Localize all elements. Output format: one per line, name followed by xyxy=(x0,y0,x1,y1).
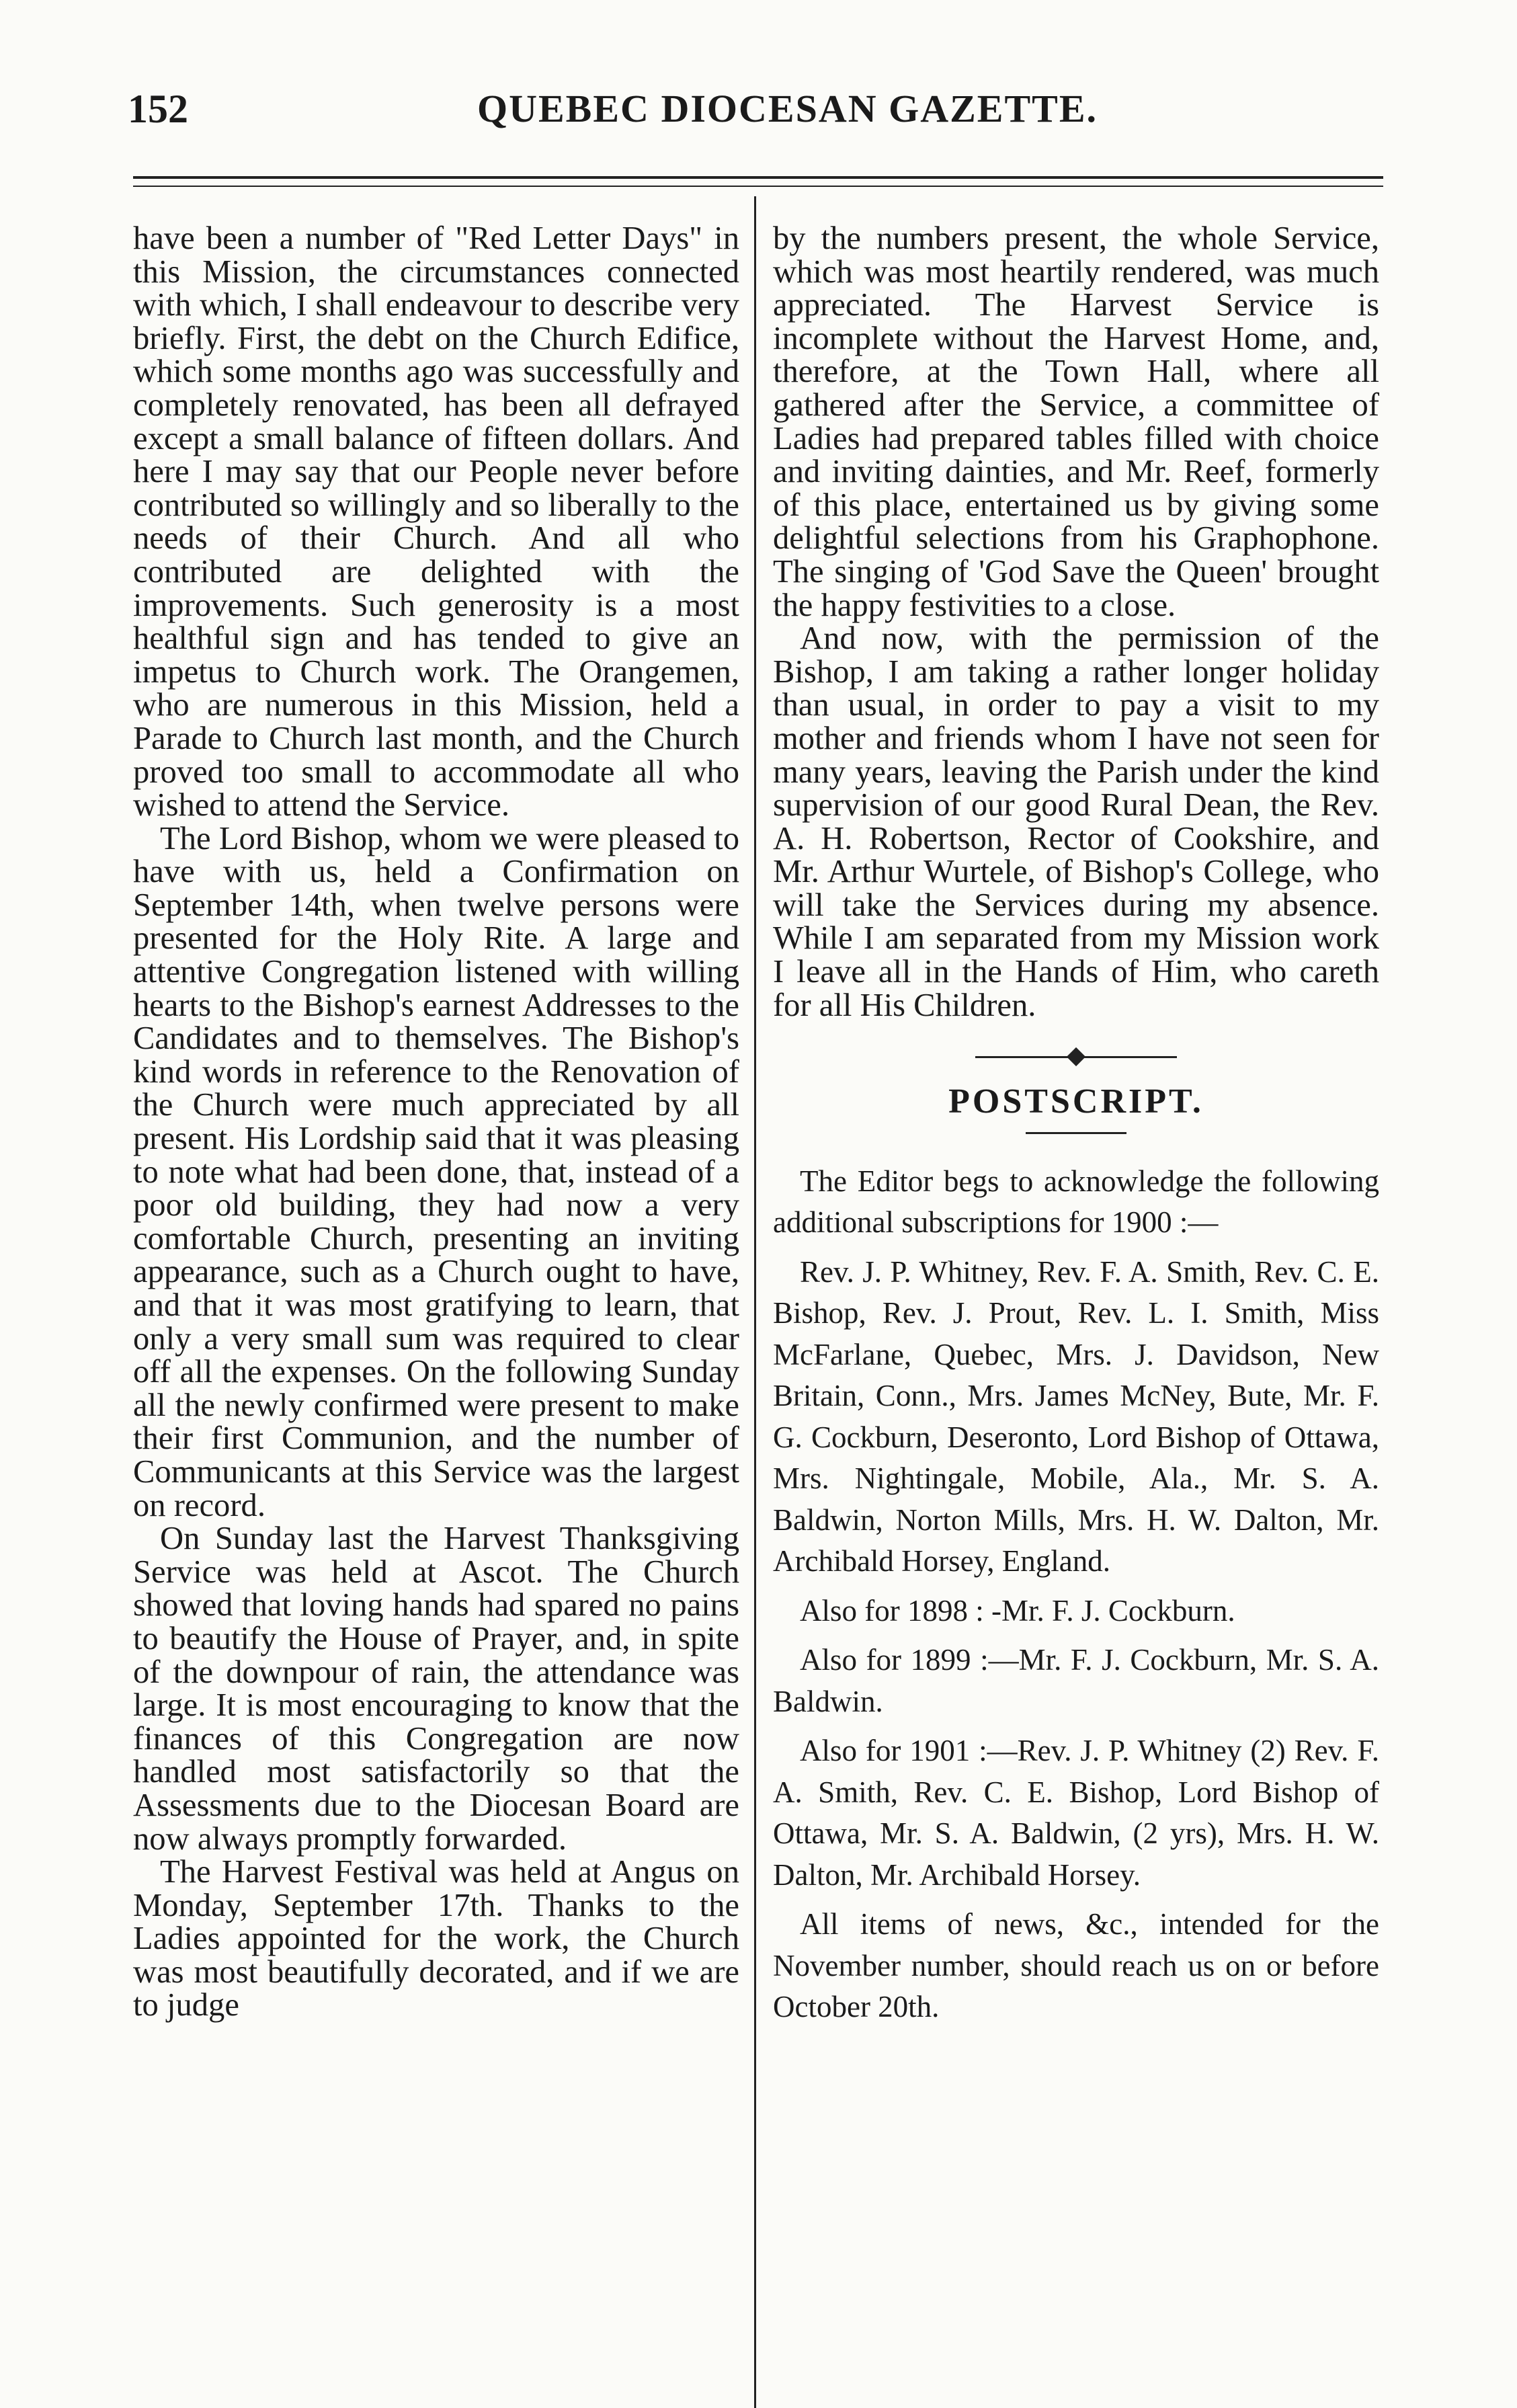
postscript-rule xyxy=(1026,1132,1126,1134)
right-column xyxy=(773,222,1379,2036)
left-paragraph: The Harvest Festival was held at Angus on Monday, September 17th. Thanks to the Ladies appointed for the work, the Church was most beautifully decorated, and if we are to judge xyxy=(133,1853,739,2023)
header-rule-top xyxy=(133,176,1383,179)
left-paragraph: The Lord Bishop, whom we were pleased to have with us, held a Confirmation on September 14th, when twelve persons were presented for the Holy Rite. A large and attentive Congregation listened with willing hearts to the Bishop's earnest Addresses to the Candidates and to themselves. The Bishop's kind words in reference to the Renovation of the Church were much appreciated by all present. His Lordship said that it was pleasing to note what had been done, that, instead of a poor old building, they had now a very comfortable Church, presenting an inviting appearance, such as a Church ought to have, and that it was most gratifying to learn, that only a very small sum was required to clear off all the expenses. On the following Sunday all the newly confirmed were present to make their first Communion, and the number of Communicants at this Service was the largest on record. xyxy=(133,819,739,1523)
postscript-paragraph: Rev. J. P. Whitney, Rev. F. A. Smith, Rev. C. E. Bishop, Rev. J. Prout, Rev. L. I. Smith, Miss McFarlane, Quebec, Mrs. J. Davidson, New Britain, Conn., Mrs. James McNey, Bute, Mr. F. G. Cockburn, Deseronto, Lord Bishop of Ottawa, Mrs. Nightingale, Mobile, Ala., Mr. S. A. Baldwin, Norton Mills, Mrs. H. W. Dalton, Mr. Archibald Horsey, England. xyxy=(773,1254,1379,1578)
right-paragraph: by the numbers present, the whole Service, which was most heartily rendered, was much appreciated. The Harvest Service is incomplete without the Harvest Home, and, therefore, at the Town Hall, where all gathered after the Service, a committee of Ladies had prepared tables filled with choice and inviting dainties, and Mr. Reef, formerly of this place, entertained us by giving some delightful selections from his Graphophone. The singing of 'God Save the Queen' brought the happy festivities to a close. xyxy=(773,220,1379,623)
postscript-heading: POSTSCRIPT. xyxy=(948,1082,1204,1121)
running-head: QUEBEC DIOCESAN GAZETTE. xyxy=(477,87,1098,130)
postscript-paragraph: Also for 1899 :—Mr. F. J. Cockburn, Mr. S. A. Baldwin. xyxy=(773,1643,1379,1718)
left-paragraph: have been a number of "Red Letter Days" in this Mission, the circumstances connected with which, I shall endeavour to describe very briefly. First, the debt on the Church Edifice, which some months ago was successfully and completely renovated, has been all defrayed except a small balance of fifteen dollars. And here I may say that our People never before contributed so willingly and so liberally to the needs of their Church. And all who contributed are delighted with the improvements. Such generosity is a most healthful sign and has tended to give an impetus to Church work. The Orangemen, who are numerous in this Mission, held a Parade to Church last month, and the Church proved too small to accommodate all who wished to attend the Service. xyxy=(133,220,739,824)
header-rule-bottom xyxy=(133,186,1383,187)
postscript-paragraph: Also for 1898 : -Mr. F. J. Cockburn. xyxy=(800,1593,1235,1628)
postscript-section xyxy=(773,1049,1379,2028)
diamond-ornament-icon xyxy=(1067,1047,1085,1066)
postscript-body xyxy=(773,1161,1379,2028)
column-divider xyxy=(754,196,756,2408)
ornament-divider xyxy=(975,1049,1177,1065)
postscript-paragraph: All items of news, &c., intended for the November number, should reach us on or before October 20th. xyxy=(773,1907,1379,2024)
right-paragraph: And now, with the permission of the Bishop, I am taking a rather longer holiday than usual, in order to pay a visit to my mother and friends whom I have not seen for many years, leaving the Parish under the kind supervision of our good Rural Dean, the Rev. A. H. Robertson, Rector of Cookshire, and Mr. Arthur Wurtele, of Bishop's College, who will take the Services during my absence. While I am separated from my Mission work I leave all in the Hands of Him, who careth for all His Children. xyxy=(773,620,1379,1023)
left-paragraph: On Sunday last the Harvest Thanksgiving Service was held at Ascot. The Church showed that loving hands had spared no pains to beautify the House of Prayer, and, in spite of the downpour of rain, the attendance was large. It is most encouraging to know that the finances of this Congregation are now handled most satisfactorily so that the Assessments due to the Diocesan Board are now always promptly forwarded. xyxy=(133,1520,739,1857)
page-number: 152 xyxy=(128,87,188,131)
postscript-paragraph: The Editor begs to acknowledge the following additional subscriptions for 1900 :— xyxy=(773,1164,1379,1240)
postscript-paragraph: Also for 1901 :—Rev. J. P. Whitney (2) Rev. F. A. Smith, Rev. C. E. Bishop, Lord Bishop of Ottawa, Mr. S. A. Baldwin, (2 yrs), Mrs. H. W. Dalton, Mr. Archibald Horsey. xyxy=(773,1734,1379,1892)
left-column xyxy=(133,222,739,2022)
page-header xyxy=(128,86,1398,153)
